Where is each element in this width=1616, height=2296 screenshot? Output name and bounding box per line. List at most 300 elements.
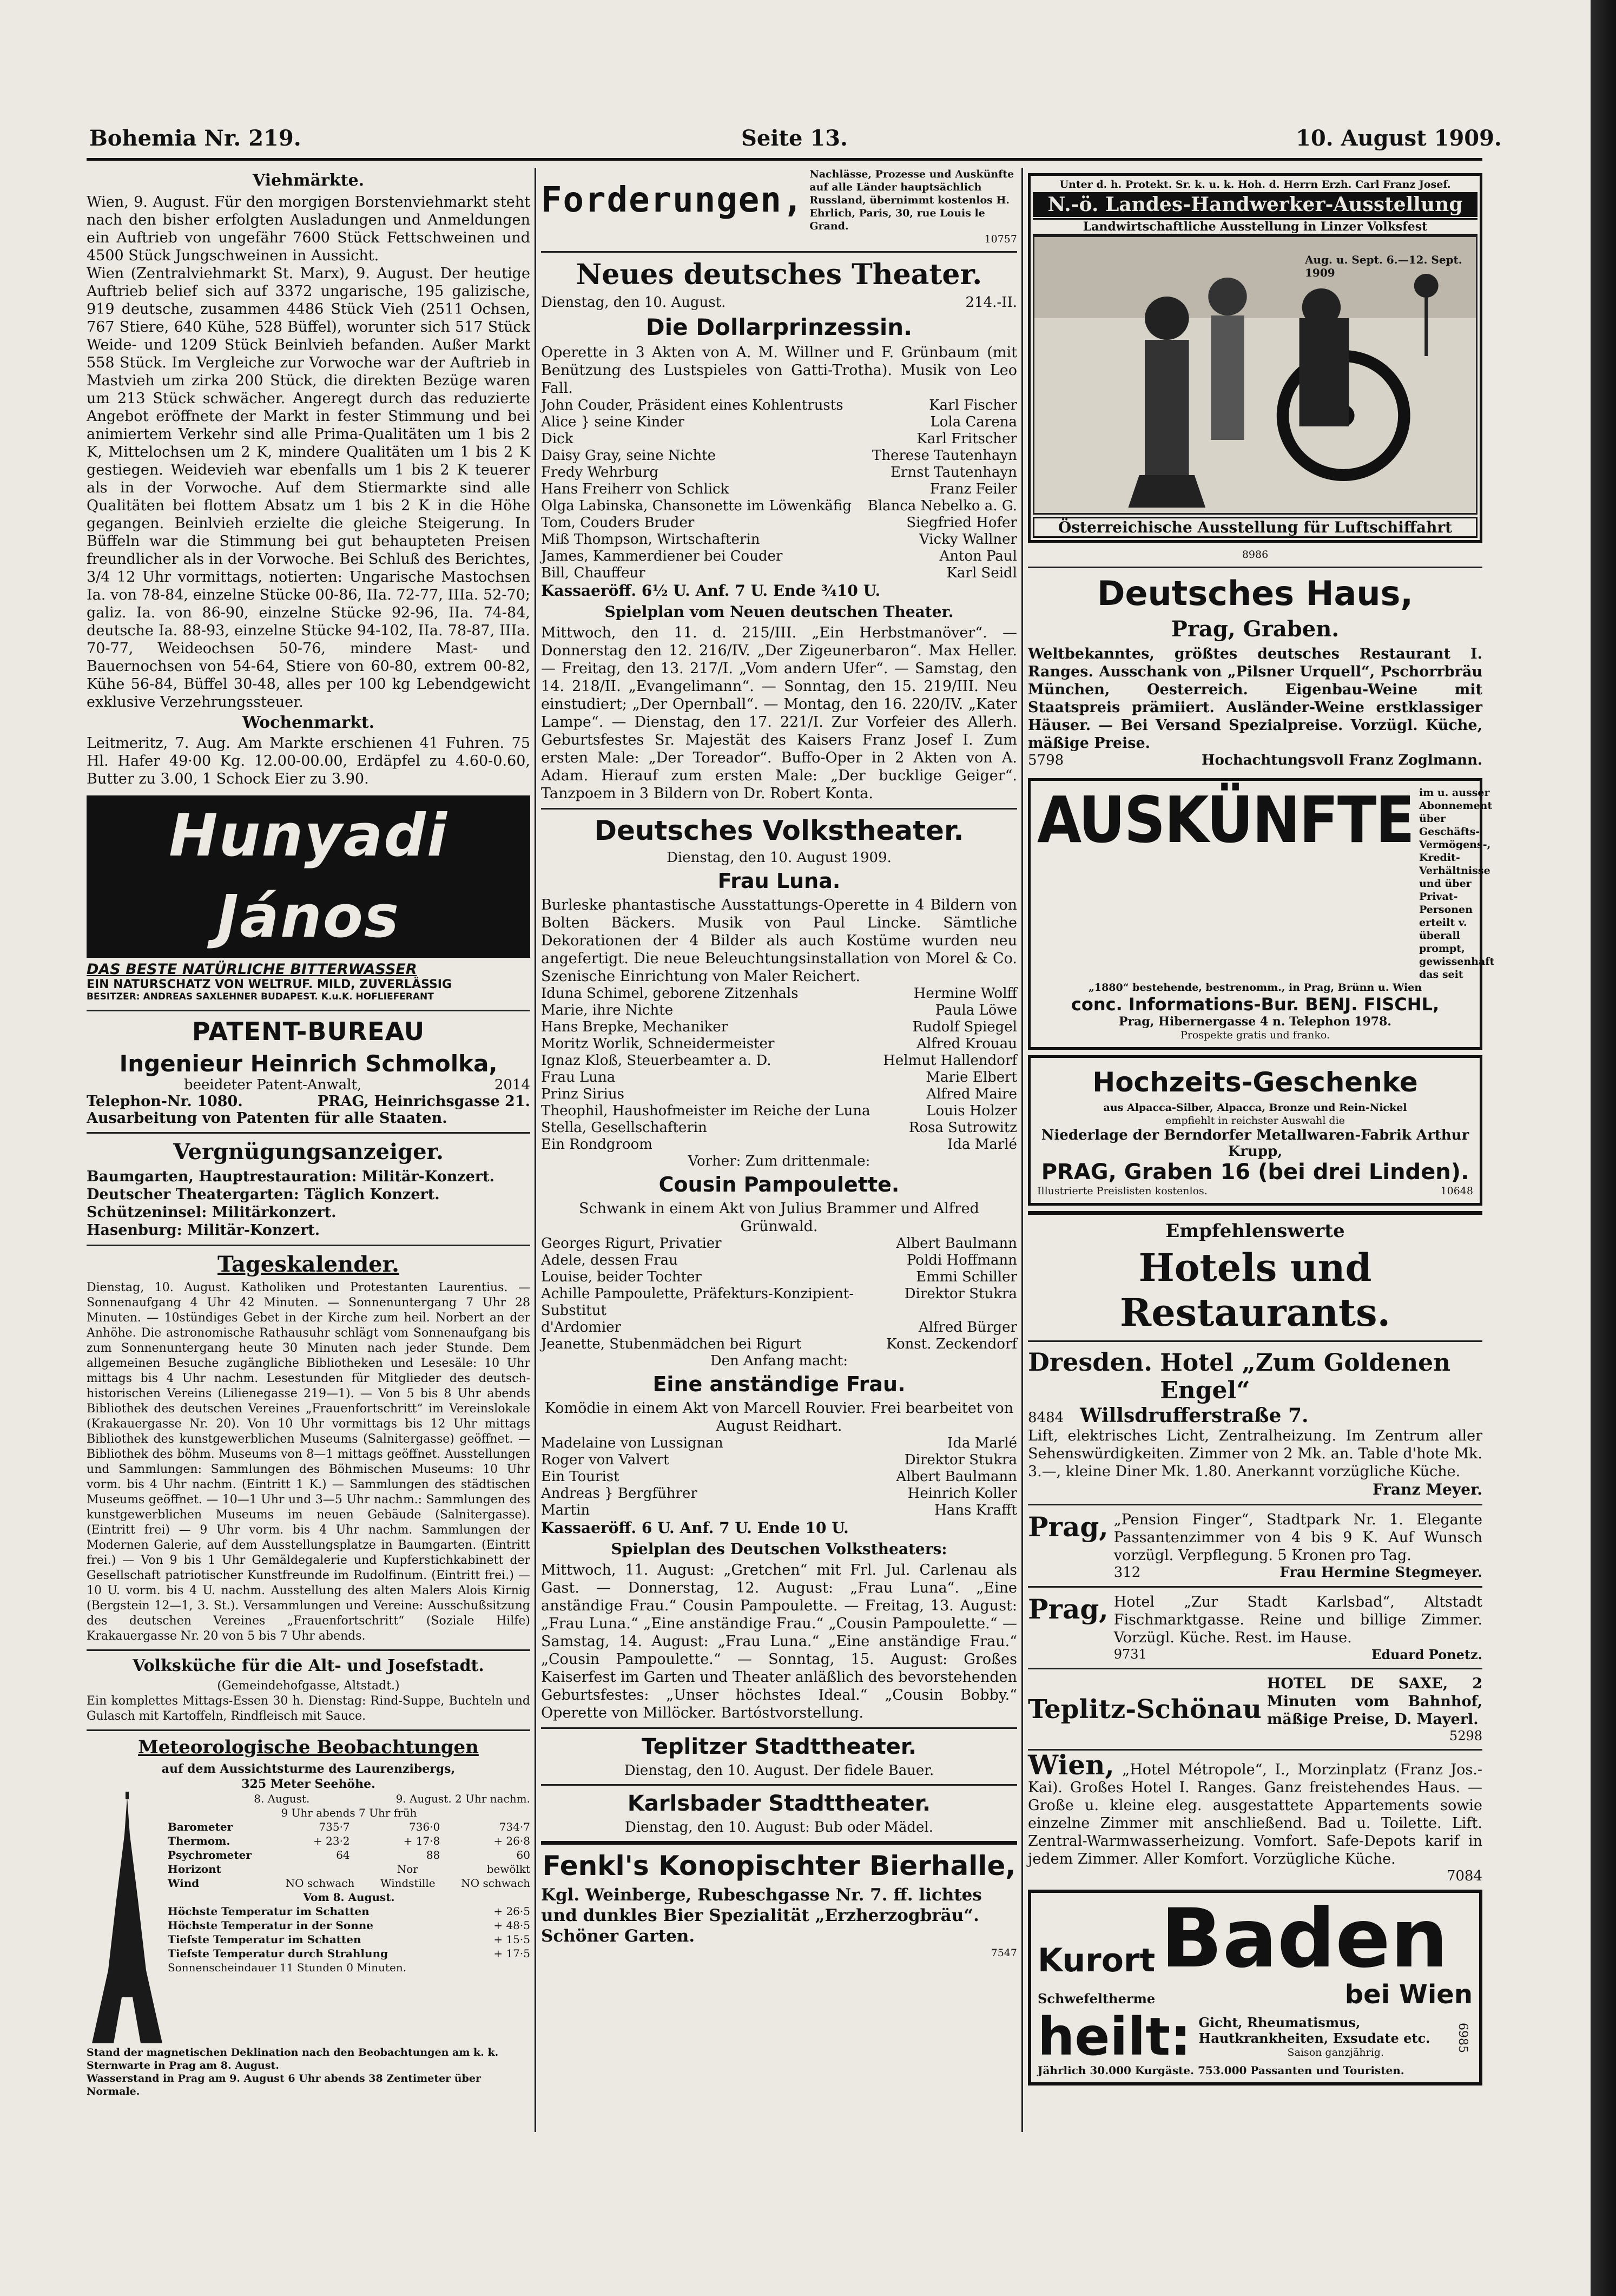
volkskueche-sub: (Gemeindehofgasse, Altstadt.) <box>217 1679 400 1693</box>
cast-row <box>541 1336 1017 1353</box>
dvt-cast-list <box>541 985 1017 1153</box>
column-rule-2 <box>1021 168 1023 2132</box>
cast-role: Ein Tourist <box>541 1469 619 1485</box>
cast-role: Bill, Chauffeur <box>541 565 645 581</box>
cast-row <box>541 1502 1017 1519</box>
cast-role: Jeanette, Stubenmädchen bei Rigurt <box>541 1336 802 1352</box>
hotels-pre: Empfehlenswerte <box>1165 1220 1345 1242</box>
vergnuegung-item: Baumgarten, Hauptrestauration: Militär-Konzert. <box>87 1168 495 1185</box>
cast-row <box>541 1235 1017 1252</box>
divider <box>541 1727 1017 1729</box>
cast-row <box>541 1069 1017 1086</box>
baden-heilt-text: Gicht, Rheumatismus, Hautkrankheiten, Exsudate etc. <box>1198 2015 1430 2046</box>
cast-row <box>541 1052 1017 1069</box>
cast-role: Olga Labinska, Chansonette im Löwenkäfig <box>541 498 852 514</box>
cast-row <box>541 1002 1017 1019</box>
hochzeit-l5: Illustrierte Preislisten kostenlos. <box>1037 1185 1208 1197</box>
cast-role: Georges Rigurt, Privatier <box>541 1235 722 1252</box>
eiffel-tower-illustration <box>87 1792 168 2046</box>
tageskalender-text: Dienstag, 10. August. Katholiken und Protestanten Laurentius. — Sonnenaufgang 4 Uhr 42 Minuten. — Sonnenuntergang 7 Uhr 28 Minuten. — 10stündiges Gebet in der Kirche zum heil. Norbert an der Anhöhe. Die astronomische Rathausuhr schlägt vom Sonnenaufgang bis zum Sonnenuntergang heute 30 Minuten nach jeder Stunde. Dem allgemeinen Besuche zugängliche Bibliotheken und Lesesäle: 10 Uhr mittags bis 4 Uhr nachm. Lesestunden für Mitglieder des deutsch-historischen Vereins (Lilienegasse 219—1). — Von 5 bis 8 Uhr abends Bibliothek des deutschen Vereines „Frauenfortschritt“ im Vereinslokale (Krakauergasse Nr. 20). Von 10 Uhr vormittags bis 12 Uhr mittags Bibliothek des kunstgewerblichen Museums (Salnitergasse) geöffnet. — Bibliothek des böhm. Museums von 8—1 mittags geöffnet. Ausstellungen und Sammlungen: Sammlungen des Böhmischen Museums: 10 Uhr vorm. bis 4 Uhr nachm. (Eintritt 1 K.) — Sammlungen des städtischen Museums geöffnet. — 10—1 Uhr und 3—5 Uhr nachm.: Sammlungen des kunstgewerblichen Museums im neuen Gebäude (Salnitergasse). (Eintritt frei) — 9 Uhr vorm. bis 4 Uhr nachm. Sammlungen der Modernen Galerie, auf dem Ausstellungsplatze in Baumgarten. (Eintritt frei.) — Von 9 bis 1 Uhr Gemäldegalerie und Kupferstichkabinett der Gesellschaft patriotischer Kunstfreunde im Rudolfinum. (Eintritt frei.) — 10 U. vorm. bis 4 U. nachm. Ausstellung des alten Malers Alois Kirnig (Bergstein 12—1, 3. St.). Versammlungen und Vereine: Ausschußsitzung des deutschen Vereines „Frauenfortschritt“ (Soziale Hilfe) Krakauergasse Nr. 20 von 5 bis 7 Uhr abends. <box>87 1281 530 1643</box>
cast-actor: Vicky Wallner <box>919 531 1017 548</box>
teplitz-title: Teplitzer Stadttheater. <box>641 1734 917 1759</box>
cast-actor: Alfred Bürger <box>918 1319 1017 1336</box>
karlsbad-text: Dienstag, den 10. August: Bub oder Mädel. <box>624 1819 933 1836</box>
meteo-cell: + 48·5 <box>493 1919 530 1932</box>
cast-actor: Ernst Tautenhayn <box>890 464 1017 481</box>
dvt-play3: Eine anständige Frau. <box>652 1372 906 1396</box>
hunyadi-line1: DAS BESTE NATÜRLICHE BITTERWASSER <box>87 961 417 978</box>
divider <box>541 1784 1017 1786</box>
tageskalender-section <box>87 1252 530 1644</box>
header-rule <box>87 158 1482 161</box>
dvt-play2: Cousin Pampoulette. <box>658 1173 900 1196</box>
meteo-cell: Windstille <box>380 1877 436 1890</box>
cast-actor: Konst. Zeckendorf <box>886 1336 1017 1352</box>
cast-actor: Direktor Stukra <box>904 1452 1017 1468</box>
dresden-owner: Franz Meyer. <box>1372 1481 1482 1498</box>
tageskalender-title: Tageskalender. <box>217 1252 399 1277</box>
ausstellung-sub: Landwirtschaftliche Ausstellung in Linzer Volksfest <box>1033 218 1478 235</box>
cast-actor: Blanca Nebelko a. G. <box>867 498 1017 514</box>
baden-sub: Schwefeltherme <box>1038 1991 1156 2006</box>
dvt-spielplan-title: Spielplan des Deutschen Volkstheaters: <box>611 1540 947 1558</box>
meteo-row-label: Horizont <box>168 1863 221 1876</box>
hochzeit-l1: aus Alpacca-Silber, Alpacca, Bronze und Rein-Nickel <box>1103 1102 1407 1114</box>
wochenmarkt-title: Wochenmarkt. <box>242 713 375 732</box>
cast-role: Marie, ihre Nichte <box>541 1002 674 1018</box>
cast-role: James, Kammerdiener bei Couder <box>541 548 783 564</box>
hotels-section <box>1028 1220 1482 1884</box>
divider <box>1028 1586 1482 1588</box>
cast-actor: Anton Paul <box>939 548 1017 564</box>
cast-actor: Paula Löwe <box>935 1002 1017 1018</box>
dresden-street: Willsdrufferstraße 7. <box>1080 1404 1309 1427</box>
meteo-row-label: Höchste Temperatur in der Sonne <box>168 1919 373 1932</box>
cast-actor: Marie Elbert <box>926 1069 1017 1085</box>
meteo-row-label: Barometer <box>168 1820 233 1833</box>
prag2-text: Hotel „Zur Stadt Karlsbad“, Altstadt Fischmarktgasse. Reine und billige Zimmer. Vorzügl. Küche. Rest. im Hause. <box>1113 1594 1482 1646</box>
fenkl-text: Kgl. Weinberge, Rubeschgasse Nr. 7. ff. lichtes und dunkles Bier Spezialität „Erzherzogbräu“. Schöner Garten. <box>541 1885 982 1946</box>
cast-role: Tom, Couders Bruder <box>541 515 695 531</box>
auskuenfte-ad <box>1028 778 1495 1050</box>
cast-actor: Ida Marlé <box>947 1136 1017 1153</box>
ndt-num: 214.-II. <box>965 294 1017 311</box>
vergnuegung-item: Deutscher Theatergarten: Täglich Konzert. <box>87 1186 440 1203</box>
meteo-sub1: auf dem Aussichtsturme des Laurenzibergs, <box>161 1762 456 1776</box>
deutsches-haus-ad <box>1028 574 1482 768</box>
viehmaerkte-p2: Wien (Zentralviehmarkt St. Marx), 9. August. Der heutige Auftrieb belief sich auf 3372 ungarische, 195 galizische, 919 deutsche, zusammen 4486 Stück Vieh (2511 Ochsen, 767 Stiere, 640 Kühe, 528 Büffel), worunter sich 517 Stück Weide- und 1209 Stück Beinlvieh befanden. Außer Markt 558 Stück. Im Vergleiche zur Vorwoche war der Auftrieb in Mastvieh um zirka 200 Stück, die direkten Bezüge waren um 213 Stück schwächer. Angeregt durch das reduzierte Angebot eröffnete der Markt in fester Stimmung und bei animiertem Verkehr sind alle Prima-Qualitäten um 1 bis 2 K, Mittelochsen um 2 K, mindere Qualitäten um 1 bis 2 K gestiegen. Weidevieh war ebenfalls um 1 bis 2 K teuerer als in der Vorwoche. Auf dem Stiermarkte sind alle Qualitäten bei flottem Absatz um 1 bis 2 K in die Höhe gegangen. Beinlvieh erzielte die gleiche Steigerung. In Büffeln war die Stimmung bei gut behaupteten Preisen freundlicher als in der Vorwoche. Bei Schluß des Berichtes, 3/4 12 Uhr vormittags, notierten: Ungarische Mastochsen Ia. von 78-84, einzelne Stücke 00-86, IIa. 72-77, IIIa. 52-70; galiz. Ia. von 86-90, einzelne Stücke 92-96, IIa. 74-84, deutsche Ia. 88-93, einzelne Stücke 94-102, IIa. 78-87, IIIa. 70-77, Weideochsen 50-76, mindere Mast- und Bauernochsen von 54-64, Stiere von 60-80, extrem 00-82, Kühe 56-84, Büffel 30-48, alles per 100 kg Lebendgewicht exklusive Verzehrungssteuer. <box>87 265 530 710</box>
cast-row <box>541 1136 1017 1153</box>
forderungen-text: Nachlässe, Prozesse und Auskünfte auf alle Länder hauptsächlich Russland, übernimmt kostenlos H. Ehrlich, Paris, 30, rue Louis le Grand. <box>809 168 1014 232</box>
hunyadi-line3: BESITZER: ANDREAS SAXLEHNER BUDAPEST. K.u.K. HOFLIEFERANT <box>87 991 434 1002</box>
cast-role: Moritz Worlik, Schneidermeister <box>541 1036 775 1052</box>
dvt-kassa: Kassaeröff. 6 U. Anf. 7 U. Ende 10 U. <box>541 1519 849 1537</box>
meteo-cell: + 26·5 <box>493 1905 530 1918</box>
ndt-section <box>541 258 1017 802</box>
vergnuegung-section <box>87 1139 530 1239</box>
volkskueche-text: Ein komplettes Mittags-Essen 30 h. Dienstag: Rind-Suppe, Buchteln und Gulasch mit Kartoffeln, Rindfleisch mit Sauce. <box>87 1694 530 1723</box>
ndt-kassa: Kassaeröff. 6½ U. Anf. 7 U. Ende ¾10 U. <box>541 582 881 600</box>
dresden-city: Dresden. <box>1028 1347 1153 1377</box>
viehmaerkte-title: Viehmärkte. <box>252 171 365 190</box>
patent-num: 2014 <box>494 1077 530 1093</box>
dvt-cast2-list <box>541 1235 1017 1353</box>
patent-name: Ingenieur Heinrich Schmolka, <box>119 1050 498 1077</box>
meteo-row-label: Tiefste Temperatur im Schatten <box>168 1933 361 1946</box>
divider <box>1028 1668 1482 1669</box>
hotel-prag-karlsbad <box>1028 1593 1482 1662</box>
cast-row <box>541 1120 1017 1136</box>
vergnuegung-item: Schützeninsel: Militärkonzert. <box>87 1204 337 1221</box>
cast-role: Louise, beider Tochter <box>541 1269 702 1285</box>
cast-actor: Rudolf Spiegel <box>912 1019 1017 1035</box>
column-2 <box>541 168 1017 2137</box>
column-1 <box>87 168 530 2137</box>
baden-sais: Saison ganzjährig. <box>1287 2047 1384 2058</box>
auskuenfte-right: im u. ausser Abonnement über Geschäfts-, Vermögens-, Kredit-Verhältnisse und über Privat-Personen erteilt v. überall prompt, gewissenhaft das seit <box>1419 787 1495 981</box>
meteo-row-label: Höchste Temperatur im Schatten <box>168 1905 370 1918</box>
cast-actor: Karl Fischer <box>929 397 1017 413</box>
cast-actor: Therese Tautenhayn <box>872 448 1017 464</box>
dvt-desc: Burleske phantastische Ausstattungs-Operette in 4 Bildern von Bolten Bäckers. Musik von Paul Lincke. Sämtliche Dekorationen der 4 Bilder als auch Kostüme wurden neu angefertigt. Die neue Beleuchtungsinstallation von Morel & Co. Szenische Einrichtung von Maler Reichert. <box>541 897 1017 985</box>
divider <box>541 808 1017 810</box>
header-center: Seite 13. <box>741 126 848 151</box>
cast-role: Achille Pampoulette, Präfekturs-Konzipient-Substitut <box>541 1286 854 1319</box>
cast-row <box>541 481 1017 498</box>
baden-bei: bei Wien <box>1344 1979 1473 2010</box>
cast-row <box>541 1485 1017 1502</box>
ndt-desc: Operette in 3 Akten von A. M. Willner und F. Grünbaum (mit Benützung des Lustspieles von Gatti-Trotha). Musik von Leo Fall. <box>541 344 1017 397</box>
cast-row <box>541 1103 1017 1120</box>
hochzeit-l4: PRAG, Graben 16 (bei drei Linden). <box>1041 1160 1469 1185</box>
auskuenfte-firm: conc. Informations-Bur. BENJ. FISCHL, <box>1071 994 1440 1015</box>
cast-row <box>541 985 1017 1002</box>
meteo-cell: + 17·8 <box>403 1834 440 1847</box>
hotel-dresden <box>1028 1347 1482 1498</box>
baden-ad <box>1028 1890 1482 2086</box>
dvt-hierauf: Vorher: Zum drittenmale: <box>688 1153 870 1169</box>
dresden-name: Hotel „Zum Goldenen Engel“ <box>1160 1349 1451 1404</box>
cast-actor: Poldi Hoffmann <box>906 1252 1017 1268</box>
patent-tel: Telephon-Nr. 1080. <box>87 1093 243 1110</box>
ndt-title: Neues deutsches Theater. <box>576 258 982 291</box>
meteo-cell: 64 <box>336 1848 350 1861</box>
deutsches-haus-sig: Hochachtungsvoll Franz Zoglmann. <box>1202 752 1482 768</box>
baden-title: Baden <box>1160 1892 1448 1986</box>
cast-row <box>541 565 1017 582</box>
ndt-play: Die Dollarprinzessin. <box>645 314 913 340</box>
meteo-cell: Nor <box>397 1863 418 1876</box>
forderungen-ad <box>541 168 1017 233</box>
column-3 <box>1028 168 1495 2137</box>
meteo-cell: + 15·5 <box>493 1933 530 1946</box>
hochzeit-ad <box>1028 1055 1482 1206</box>
dresden-num: 8484 <box>1028 1410 1064 1426</box>
dvt-cast3-list <box>541 1435 1017 1519</box>
patent-line: Ausarbeitung von Patenten für alle Staaten. <box>87 1110 447 1127</box>
cast-role: Martin <box>541 1502 590 1518</box>
cast-actor: Helmut Hallendorf <box>883 1052 1017 1069</box>
meteo-cell: + 17·5 <box>493 1947 530 1960</box>
patent-addr: PRAG, Heinrichsgasse 21. <box>317 1093 530 1110</box>
hochzeit-num: 10648 <box>1440 1185 1473 1197</box>
dvt-spielplan: Mittwoch, 11. August: „Gretchen“ mit Frl. Jul. Carlenau als Gast. — Donnerstag, 12. August: „Frau Luna“. „Eine anständige Frau.“ Cousin Pampoulette. — Freitag, 13. August: „Frau Luna.“ „Eine anständige Frau.“ „Cousin Pampoulette.“ — Samstag, 14. August: „Frau Luna.“ „Eine anständige Frau.“ „Cousin Pampoulette.“ — Sonntag, 15. August: Großes Kaiserfest im Garten und Theater anläßlich des bevorstehenden Geburtsfestes: „Unser höchstes Ideal.“ „Cousin Bobby.“ Operette von Millöcker. Bartóstvorstellung. <box>541 1562 1017 1721</box>
cast-role: Madelaine von Lussignan <box>541 1435 723 1451</box>
cast-row <box>541 1286 1017 1319</box>
patent-ad <box>87 1017 530 1127</box>
cast-actor: Hans Krafft <box>934 1502 1017 1518</box>
cast-row <box>541 464 1017 481</box>
ndt-cast-list <box>541 397 1017 582</box>
cast-role: Dick <box>541 431 573 447</box>
prag2-city: Prag, <box>1028 1593 1109 1625</box>
meteo-row-label: Wind <box>168 1877 200 1890</box>
hotels-title: Hotels und Restaurants. <box>1120 1245 1390 1335</box>
divider <box>87 1132 530 1134</box>
ndt-spielplan: Mittwoch, den 11. d. 215/III. „Ein Herbstmanöver“. — Donnerstag den 12. 216/IV. „Der Zigeunerbaron“. Max Heller. — Freitag, den 13. 217/I. „Vom andern Ufer“. — Samstag, den 14. 218/II. „Evangelimann“. — Sonntag, den 15. 219/III. Neu einstudiert; „Der Opernball“. — Montag, den 16. 220/IV. „Kater Lampe“. — Dienstag, den 17. 221/I. Zur Vorfeier des Allerh. Geburtsfestes Sr. Majestät des Kaisers Franz Josef I. Zum ersten Male: „Der Toreador“. Buffo-Oper in 2 Akten von A. Adam. Hierauf zum ersten Male: „Der bucklige Geiger“. Tanzpoem in 3 Bildern von Dr. Robert Konta. <box>541 624 1017 802</box>
divider <box>87 1010 530 1011</box>
vergnuegung-title: Vergnügungsanzeiger. <box>173 1139 444 1165</box>
meteo-cell: + 23·2 <box>313 1834 350 1847</box>
divider <box>1028 1504 1482 1505</box>
cast-row <box>541 548 1017 565</box>
patent-sub: beeideter Patent-Anwalt, <box>184 1077 362 1093</box>
hochzeit-title: Hochzeits-Geschenke <box>1092 1067 1418 1098</box>
meteo-row-label: Psychrometer <box>168 1848 252 1861</box>
divider <box>1028 1340 1482 1342</box>
cast-actor: Hermine Wolff <box>913 985 1017 1002</box>
wochenmarkt-text: Leitmeritz, 7. Aug. Am Markte erschienen 41 Fuhren. 75 Hl. Hafer 49·00 Kg. 12.00-00.00, Erdäpfel zu 4.60-0.60, Butter zu 3.00, 1 Schock Eier zu 3.90. <box>87 735 530 787</box>
cast-role: Adele, dessen Frau <box>541 1252 678 1268</box>
dvt-play: Frau Luna. <box>717 869 841 893</box>
deutsches-haus-text: Weltbekanntes, größtes deutsches Restaurant I. Ranges. Ausschank von „Pilsner Urquell“, Pschorrbräu München, Oesterreich. Eigenbau-Weine mit Staatspreis prämiiert. Ausländer-Weine erstklassiger Häuser. — Bei Versand Spezialpreise. Vorzügl. Küche, mäßige Preise. <box>1028 646 1482 752</box>
cast-row <box>541 431 1017 448</box>
dvt-date: Dienstag, den 10. August 1909. <box>667 850 892 866</box>
hotel-wien <box>1028 1749 1482 1884</box>
ndt-date: Dienstag, den 10. August. <box>541 294 726 311</box>
meteo-sub2: 325 Meter Seehöhe. <box>241 1777 375 1791</box>
cast-role: Ein Rondgroom <box>541 1136 652 1153</box>
meteo-cell: 734·7 <box>499 1820 530 1833</box>
prag2-num: 9731 <box>1113 1647 1147 1662</box>
cast-role: Iduna Schimel, geborene Zitzenhals <box>541 985 799 1002</box>
meteo-foot3: Wasserstand in Prag am 9. August 6 Uhr abends 38 Zentimeter über Normale. <box>87 2073 481 2097</box>
viehmaerkte-section <box>87 171 530 788</box>
meteo-cell: 735·7 <box>319 1820 350 1833</box>
cast-actor: Lola Carena <box>930 414 1017 430</box>
divider <box>1028 567 1482 568</box>
hochzeit-l2: empfiehlt in reichster Auswahl die <box>1165 1115 1345 1127</box>
meteo-colhead1: 8. August. <box>254 1792 310 1805</box>
meteo-cell: 60 <box>516 1848 530 1861</box>
auskuenfte-bottom: „1880“ bestehende, bestrenomm., in Prag, Brünn u. Wien <box>1088 982 1422 994</box>
hunyadi-title: Hunyadi János <box>87 795 530 958</box>
divider <box>87 1245 530 1246</box>
cast-actor: Albert Baulmann <box>896 1469 1017 1485</box>
deutsches-haus-sub: Prag, Graben. <box>1171 616 1340 642</box>
hochzeit-l3: Niederlage der Berndorfer Metallwaren-Fabrik Arthur Krupp, <box>1041 1127 1469 1160</box>
prag1-city: Prag, <box>1028 1511 1109 1543</box>
ausstellung-top: Unter d. h. Protekt. Sr. k. u. k. Hoh. d. Herrn Erzh. Carl Franz Josef. <box>1059 179 1451 190</box>
meteo-colhead3: 9. August. 2 Uhr nachm. <box>395 1792 530 1805</box>
forderungen-title: Forderungen, <box>541 180 804 220</box>
dvt-section <box>541 815 1017 1722</box>
cast-role: Fredy Wehrburg <box>541 464 659 481</box>
hunyadi-line2: EIN NATURSCHATZ VON WELTRUF. MILD, ZUVERLÄSSIG <box>87 978 452 991</box>
baden-kurort: Kurort <box>1038 1942 1156 1979</box>
scan-edge <box>1591 0 1616 2296</box>
cast-role: Miß Thompson, Wirtschafterin <box>541 531 760 548</box>
dvt-title: Deutsches Volkstheater. <box>594 815 964 846</box>
cast-actor: Direktor Stukra <box>904 1286 1017 1302</box>
ausstellung-dates: Aug. u. Sept. 6.—12. Sept. 1909 <box>1305 253 1462 279</box>
cast-role: Daisy Gray, seine Nichte <box>541 448 716 464</box>
cast-row <box>541 498 1017 515</box>
cast-row <box>541 1019 1017 1036</box>
deutsches-haus-title: Deutsches Haus, <box>1097 574 1413 613</box>
cast-role: John Couder, Präsident eines Kohlentrusts <box>541 397 843 413</box>
forderungen-num: 10757 <box>984 233 1017 245</box>
cast-row <box>541 1036 1017 1052</box>
fenkl-ad <box>541 1850 1017 1959</box>
cast-actor: Karl Fritscher <box>916 431 1017 447</box>
cast-row <box>541 1086 1017 1103</box>
cast-role: Frau Luna <box>541 1069 616 1085</box>
fenkl-title: Fenkl's Konopischter Bierhalle, <box>542 1850 1016 1881</box>
cast-role: Prinz Sirius <box>541 1086 624 1102</box>
cast-actor: Emmi Schiller <box>916 1269 1017 1285</box>
cast-actor: Louis Holzer <box>926 1103 1017 1119</box>
teplitz-theater <box>541 1734 1017 1779</box>
dvt-desc2: Schwank in einem Akt von Julius Brammer und Alfred Grünwald. <box>579 1200 979 1235</box>
hotel-prag-finger <box>1028 1511 1482 1581</box>
teplitz-text: HOTEL DE SAXE, 2 Minuten vom Bahnhof, mäßige Preise, D. Mayerl. <box>1267 1675 1482 1728</box>
divider <box>541 1841 1017 1845</box>
prag2-owner: Eduard Ponetz. <box>1371 1647 1482 1662</box>
cast-row <box>541 397 1017 414</box>
dvt-desc3: Komödie in einem Akt von Marcell Rouvier. Frei bearbeitet von August Reidhart. <box>544 1400 1014 1435</box>
cast-row <box>541 448 1017 464</box>
meteo-section <box>87 1736 530 2098</box>
ndt-spielplan-title: Spielplan vom Neuen deutschen Theater. <box>604 603 954 621</box>
divider <box>87 1649 530 1651</box>
cast-row <box>541 1319 1017 1336</box>
dresden-text: Lift, elektrisches Licht, Zentralheizung. Im Zentrum aller Sehenswürdigkeiten. Zimmer von 2 Mk. an. Table d'hote Mk. 3.—, kleine Diner Mk. 1.80. Anerkannt vorzügliche Küche. <box>1028 1427 1482 1480</box>
divider <box>1028 1211 1482 1215</box>
cast-row <box>541 414 1017 431</box>
header-left: Bohemia Nr. 219. <box>89 126 301 151</box>
teplitz-text: Dienstag, den 10. August. Der fidele Bauer. <box>624 1762 934 1779</box>
auskuenfte-free: Prospekte gratis und franko. <box>1180 1029 1330 1041</box>
meteo-row-label: Thermom. <box>168 1834 230 1847</box>
cast-actor: Siegfried Hofer <box>906 515 1017 531</box>
baden-side: 6985 <box>1456 2023 1469 2053</box>
meteo-title: Meteorologische Beobachtungen <box>138 1736 479 1758</box>
wien-city: Wien, <box>1028 1749 1114 1781</box>
ausstellung-ad <box>1028 173 1482 543</box>
baden-foot: Jährlich 30.000 Kurgäste. 753.000 Passanten und Touristen. <box>1038 2064 1404 2077</box>
cast-role: Stella, Gesellschafterin <box>541 1120 707 1136</box>
cast-role: Hans Brepke, Mechaniker <box>541 1019 728 1035</box>
meteo-cell: NO schwach <box>285 1877 355 1890</box>
baden-heilt: heilt: <box>1038 2006 1191 2067</box>
meteo-cell: 88 <box>426 1848 440 1861</box>
divider <box>87 1729 530 1731</box>
meteo-vom: Vom 8. August. <box>303 1891 395 1904</box>
cast-actor: Heinrich Koller <box>907 1485 1017 1502</box>
cast-actor: Ida Marlé <box>947 1435 1017 1451</box>
cast-row <box>541 1469 1017 1485</box>
meteo-cell: bewölkt <box>486 1863 530 1876</box>
cast-row <box>541 1435 1017 1452</box>
meteo-colhead2: 9 Uhr abends 7 Uhr früh <box>281 1806 417 1819</box>
cast-actor: Alfred Maire <box>926 1086 1017 1102</box>
dvt-anfang: Den Anfang macht: <box>710 1353 848 1369</box>
column-rule-1 <box>535 168 536 2132</box>
meteo-cell: NO schwach <box>461 1877 530 1890</box>
vergnuegung-item: Hasenburg: Militär-Konzert. <box>87 1222 320 1239</box>
cast-role: Theophil, Haushofmeister im Reiche der Luna <box>541 1103 870 1119</box>
volkskueche-title: Volksküche für die Alt- und Josefstadt. <box>133 1656 484 1675</box>
cast-actor: Franz Feiler <box>929 481 1017 497</box>
wien-text: „Hotel Métropole“, I., Morzinplatz (Franz Jos.-Kai). Großes Hotel I. Ranges. Ganz freistehendes Haus. — Große u. kleine eleg. ausgestattete Appartements sowie einzelne Zimmer mit anschließend. Bad u. Toilette. Lift. Zentral-Warmwasserheizung. Vomfort. Safe-Depots karif in jedem Zimmer. Aller Komfort. Vorzügliche Küche. <box>1028 1761 1482 1867</box>
ausstellung-bottom: Österreichische Ausstellung für Luftschiffahrt <box>1033 517 1478 538</box>
teplitz-city: Teplitz-Schönau <box>1028 1694 1262 1725</box>
cast-actor: Rosa Sutrowitz <box>908 1120 1017 1136</box>
ausstellung-illustration <box>1033 235 1478 515</box>
cast-role: Andreas } Bergführer <box>541 1485 697 1502</box>
meteo-row-label: Tiefste Temperatur durch Strahlung <box>168 1947 388 1960</box>
volkskueche-section <box>87 1656 530 1724</box>
fenkl-num: 7547 <box>991 1947 1017 1959</box>
cast-row <box>541 1452 1017 1469</box>
auskuenfte-addr: Prag, Hibernergasse 4 n. Telephon 1978. <box>1119 1015 1391 1029</box>
cast-role: Roger von Valvert <box>541 1452 669 1468</box>
karlsbad-title: Karlsbader Stadttheater. <box>627 1791 931 1816</box>
cast-actor: Alfred Krouau <box>916 1036 1017 1052</box>
meteo-foot1: Sonnenscheindauer 11 Stunden 0 Minuten. <box>168 1961 407 1974</box>
hunyadi-ad <box>87 795 530 1002</box>
deutsches-haus-num: 5798 <box>1028 752 1064 768</box>
prag1-num: 312 <box>1113 1564 1141 1581</box>
wien-num: 7084 <box>1446 1868 1482 1884</box>
cast-row <box>541 1269 1017 1286</box>
viehmaerkte-p1: Wien, 9. August. Für den morgigen Borstenviehmarkt steht nach den bisher erfolgten Ausladungen und Anmeldungen ein Auftrieb von ungefähr 7600 Stück Fettschweinen und 4500 Stück Jungschweinen in Aussicht. <box>87 194 530 264</box>
meteo-cell: + 26·8 <box>493 1834 530 1847</box>
cast-role: Hans Freiherr von Schlick <box>541 481 729 497</box>
karlsbad-theater <box>541 1791 1017 1836</box>
cast-row <box>541 515 1017 531</box>
prag1-text: „Pension Finger“, Stadtpark Nr. 1. Elegante Passantenzimmer von 4 bis 9 K. Auf Wunsch vorzügl. Verpflegung. 5 Kronen pro Tag. <box>1113 1511 1482 1564</box>
divider <box>541 251 1017 253</box>
hotel-teplitz <box>1028 1675 1482 1744</box>
patent-title: PATENT-BUREAU <box>192 1017 425 1046</box>
meteo-cell: 736·0 <box>409 1820 440 1833</box>
meteo-foot2: Stand der magnetischen Deklination nach den Beobachtungen am k. k. Sternwarte in Prag am 8. August. <box>87 2047 499 2071</box>
ausstellung-title: N.-ö. Landes-Handwerker-Ausstellung <box>1033 192 1478 217</box>
cast-role: Alice } seine Kinder <box>541 414 684 430</box>
ausstellung-num: 8986 <box>1242 549 1269 561</box>
cast-actor: Albert Baulmann <box>896 1235 1017 1252</box>
cast-role: Ignaz Kloß, Steuerbeamter a. D. <box>541 1052 771 1069</box>
header-right: 10. August 1909. <box>1296 126 1502 151</box>
cast-role: d'Ardomier <box>541 1319 622 1336</box>
prag1-owner: Frau Hermine Stegmeyer. <box>1279 1564 1482 1581</box>
cast-row <box>541 531 1017 548</box>
teplitz-num: 5298 <box>1449 1728 1482 1744</box>
cast-actor: Karl Seidl <box>946 565 1017 581</box>
auskuenfte-title: AUSKÜNFTE <box>1037 782 1414 857</box>
